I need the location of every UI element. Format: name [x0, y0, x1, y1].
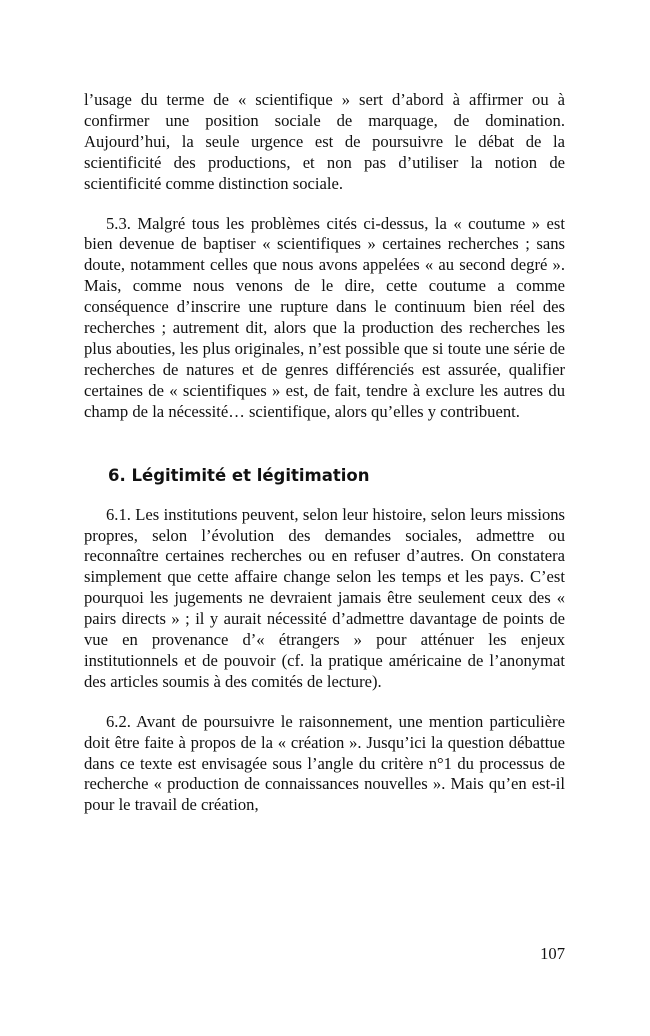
section-heading: 6. Légitimité et légitimation	[108, 465, 370, 485]
page-number: 107	[540, 944, 565, 963]
paragraph-continuation: l’usage du terme de « scientifique » sert d’abord à affirmer ou à confirmer une position sociale de marquage, de domination. Aujourd’hui, la seule urgence est de poursuivre le débat de la scientificité des productions, et non pas d’utiliser la notion de scientificité comme distinction sociale.	[84, 90, 565, 193]
paragraph-6-1: 6.1. Les institutions peuvent, selon leur histoire, selon leurs missions propres, selon l’évolution des demandes sociales, admettre ou reconnaître certaines recherches ou en refuser d’autres. On constatera simplement que cette affaire change selon les temps et les pays. C’est pourquoi les jugements ne devraient jamais être seulement ceux des « pairs directs » ; il y aurait nécessité d’admettre davantage de points de vue en provenance d’« étrangers » pour atténuer les enjeux institutionnels et de pouvoir (cf. la pratique américaine de l’anonymat des articles soumis à des comités de lecture).	[84, 504, 565, 691]
page-body	[84, 90, 565, 816]
paragraph-6-2: 6.2. Avant de poursuivre le raisonnement, une mention particulière doit être faite à propos de la « création ». Jusqu’ici la question débattue dans ce texte est envisagée sous l’angle du critère n°1 du processus de recherche « production de connaissances nouvelles ». Mais qu’en est-il pour le travail de création,	[84, 711, 565, 815]
paragraph-5-3: 5.3. Malgré tous les problèmes cités ci-dessus, la « coutume » est bien devenue de baptiser « scientifiques » certaines recherches ; sans doute, notamment celles que nous avons appelées « au second degré ». Mais, comme nous venons de le dire, cette coutume a comme conséquence d’inscrire une rupture dans le continuum bien réel des recherches ; autrement dit, alors que la production des recherches les plus abouties, les plus originales, n’est possible que si toute une série de recherches de natures et de genres différenciés est assurée, qualifier certaines de « scientifiques » est, de fait, tendre à exclure les autres du champ de la nécessité… scientifique, alors qu’elles y contribuent.	[84, 213, 565, 421]
